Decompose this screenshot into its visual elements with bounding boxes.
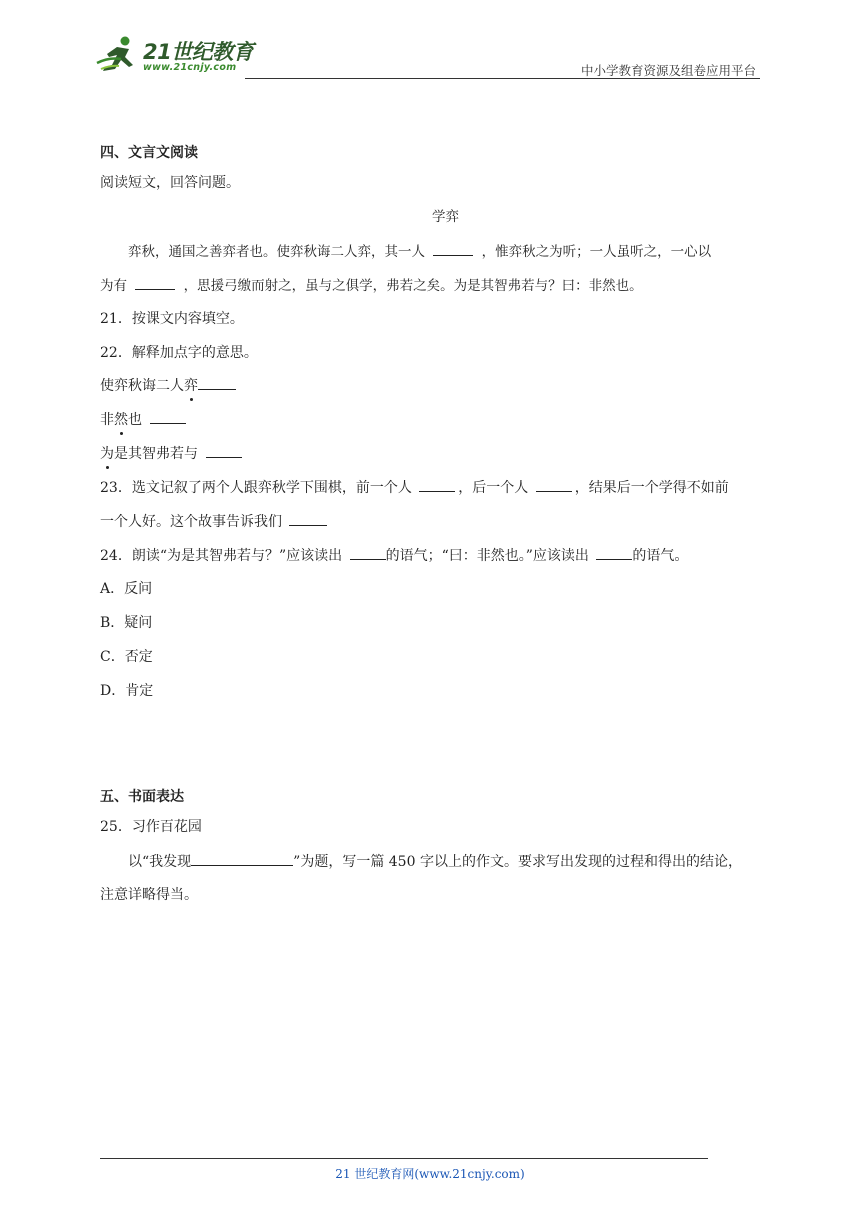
item-text: 非 xyxy=(100,412,114,428)
question-25-title: 25．习作百花园 xyxy=(100,819,202,835)
option-a[interactable]: A．反问 xyxy=(100,581,153,597)
passage-text: 弈秋，通国之善弈者也。使弈秋诲二人弈，其一人 xyxy=(128,244,425,260)
answer-blank[interactable] xyxy=(350,545,386,560)
item-text: 是其智弗若与 xyxy=(114,446,198,462)
footer-link[interactable]: 21 世纪教育网(www.21cnjy.com) xyxy=(335,1167,525,1181)
question-text: ，结果后一个学得不如前 xyxy=(574,480,729,496)
question-21: 21．按课文内容填空。 xyxy=(100,311,244,327)
answer-blank[interactable] xyxy=(289,511,327,526)
essay-prompt-line-2: 注意详略得当。 xyxy=(100,887,198,903)
dotted-character: 为 xyxy=(100,446,114,462)
essay-prompt-line-1 xyxy=(128,851,742,872)
prompt-text: 以“我发现 xyxy=(128,854,192,870)
answer-blank[interactable] xyxy=(536,477,572,492)
section-4-instruction: 阅读短文，回答问题。 xyxy=(100,175,240,191)
q22-item-1 xyxy=(100,375,236,396)
logo-url: www.21cnjy.com xyxy=(143,62,237,73)
question-22: 22．解释加点字的意思。 xyxy=(100,345,258,361)
essay-title-blank[interactable] xyxy=(191,851,293,866)
answer-blank[interactable] xyxy=(596,545,632,560)
section-5-title: 五、书面表达 xyxy=(100,789,184,805)
site-logo[interactable] xyxy=(95,30,265,78)
header-divider xyxy=(245,78,760,79)
question-23-line-2 xyxy=(100,511,327,532)
option-d[interactable]: D．肯定 xyxy=(100,683,154,699)
answer-blank[interactable] xyxy=(419,477,455,492)
passage-text: ，惟弈秋之为听；一人虽听之，一心以 xyxy=(481,244,712,260)
answer-blank[interactable] xyxy=(198,375,236,390)
question-23-line-1 xyxy=(100,477,729,498)
section-4-title: 四、文言文阅读 xyxy=(100,145,198,161)
page-header xyxy=(95,30,760,80)
dotted-character: 然 xyxy=(114,412,128,428)
passage-line-2 xyxy=(100,275,643,296)
option-c[interactable]: C．否定 xyxy=(100,649,153,665)
q22-item-3 xyxy=(100,443,242,464)
header-platform-text: 中小学教育资源及组卷应用平台 xyxy=(580,63,756,78)
answer-blank[interactable] xyxy=(206,443,242,458)
question-24 xyxy=(100,545,688,566)
dotted-character: 弈 xyxy=(184,378,198,394)
question-text: 23．选文记叙了两个人跟弈秋学下围棋，前一个人 xyxy=(100,480,412,496)
item-text: 也 xyxy=(128,412,142,428)
option-b[interactable]: B．疑问 xyxy=(100,615,153,631)
question-text: ，后一个人 xyxy=(458,480,529,496)
question-text: 的语气。 xyxy=(632,548,689,564)
logo-text: 21世纪教育 xyxy=(143,40,254,64)
prompt-text: ”为题，写一篇 450 字以上的作文。要求写出发现的过程和得出的结论， xyxy=(293,854,742,870)
passage-title: 学弈 xyxy=(432,209,459,225)
question-text: 的语气；“曰：非然也。”应该读出 xyxy=(385,548,589,564)
footer-divider xyxy=(100,1158,708,1159)
q22-item-2 xyxy=(100,409,186,430)
question-text: 一个人好。这个故事告诉我们 xyxy=(100,514,282,530)
answer-blank[interactable] xyxy=(433,241,473,256)
answer-blank[interactable] xyxy=(135,275,175,290)
question-text: 24．朗读“为是其智弗若与？”应该读出 xyxy=(100,548,343,564)
passage-line-1 xyxy=(128,241,711,262)
answer-blank[interactable] xyxy=(150,409,186,424)
passage-text: ，思援弓缴而射之，虽与之俱学，弗若之矣。为是其智弗若与？曰：非然也。 xyxy=(183,278,643,294)
item-text: 使弈秋诲二人 xyxy=(100,378,184,394)
passage-text: 为有 xyxy=(100,278,127,294)
runner-logo-icon xyxy=(95,35,141,75)
